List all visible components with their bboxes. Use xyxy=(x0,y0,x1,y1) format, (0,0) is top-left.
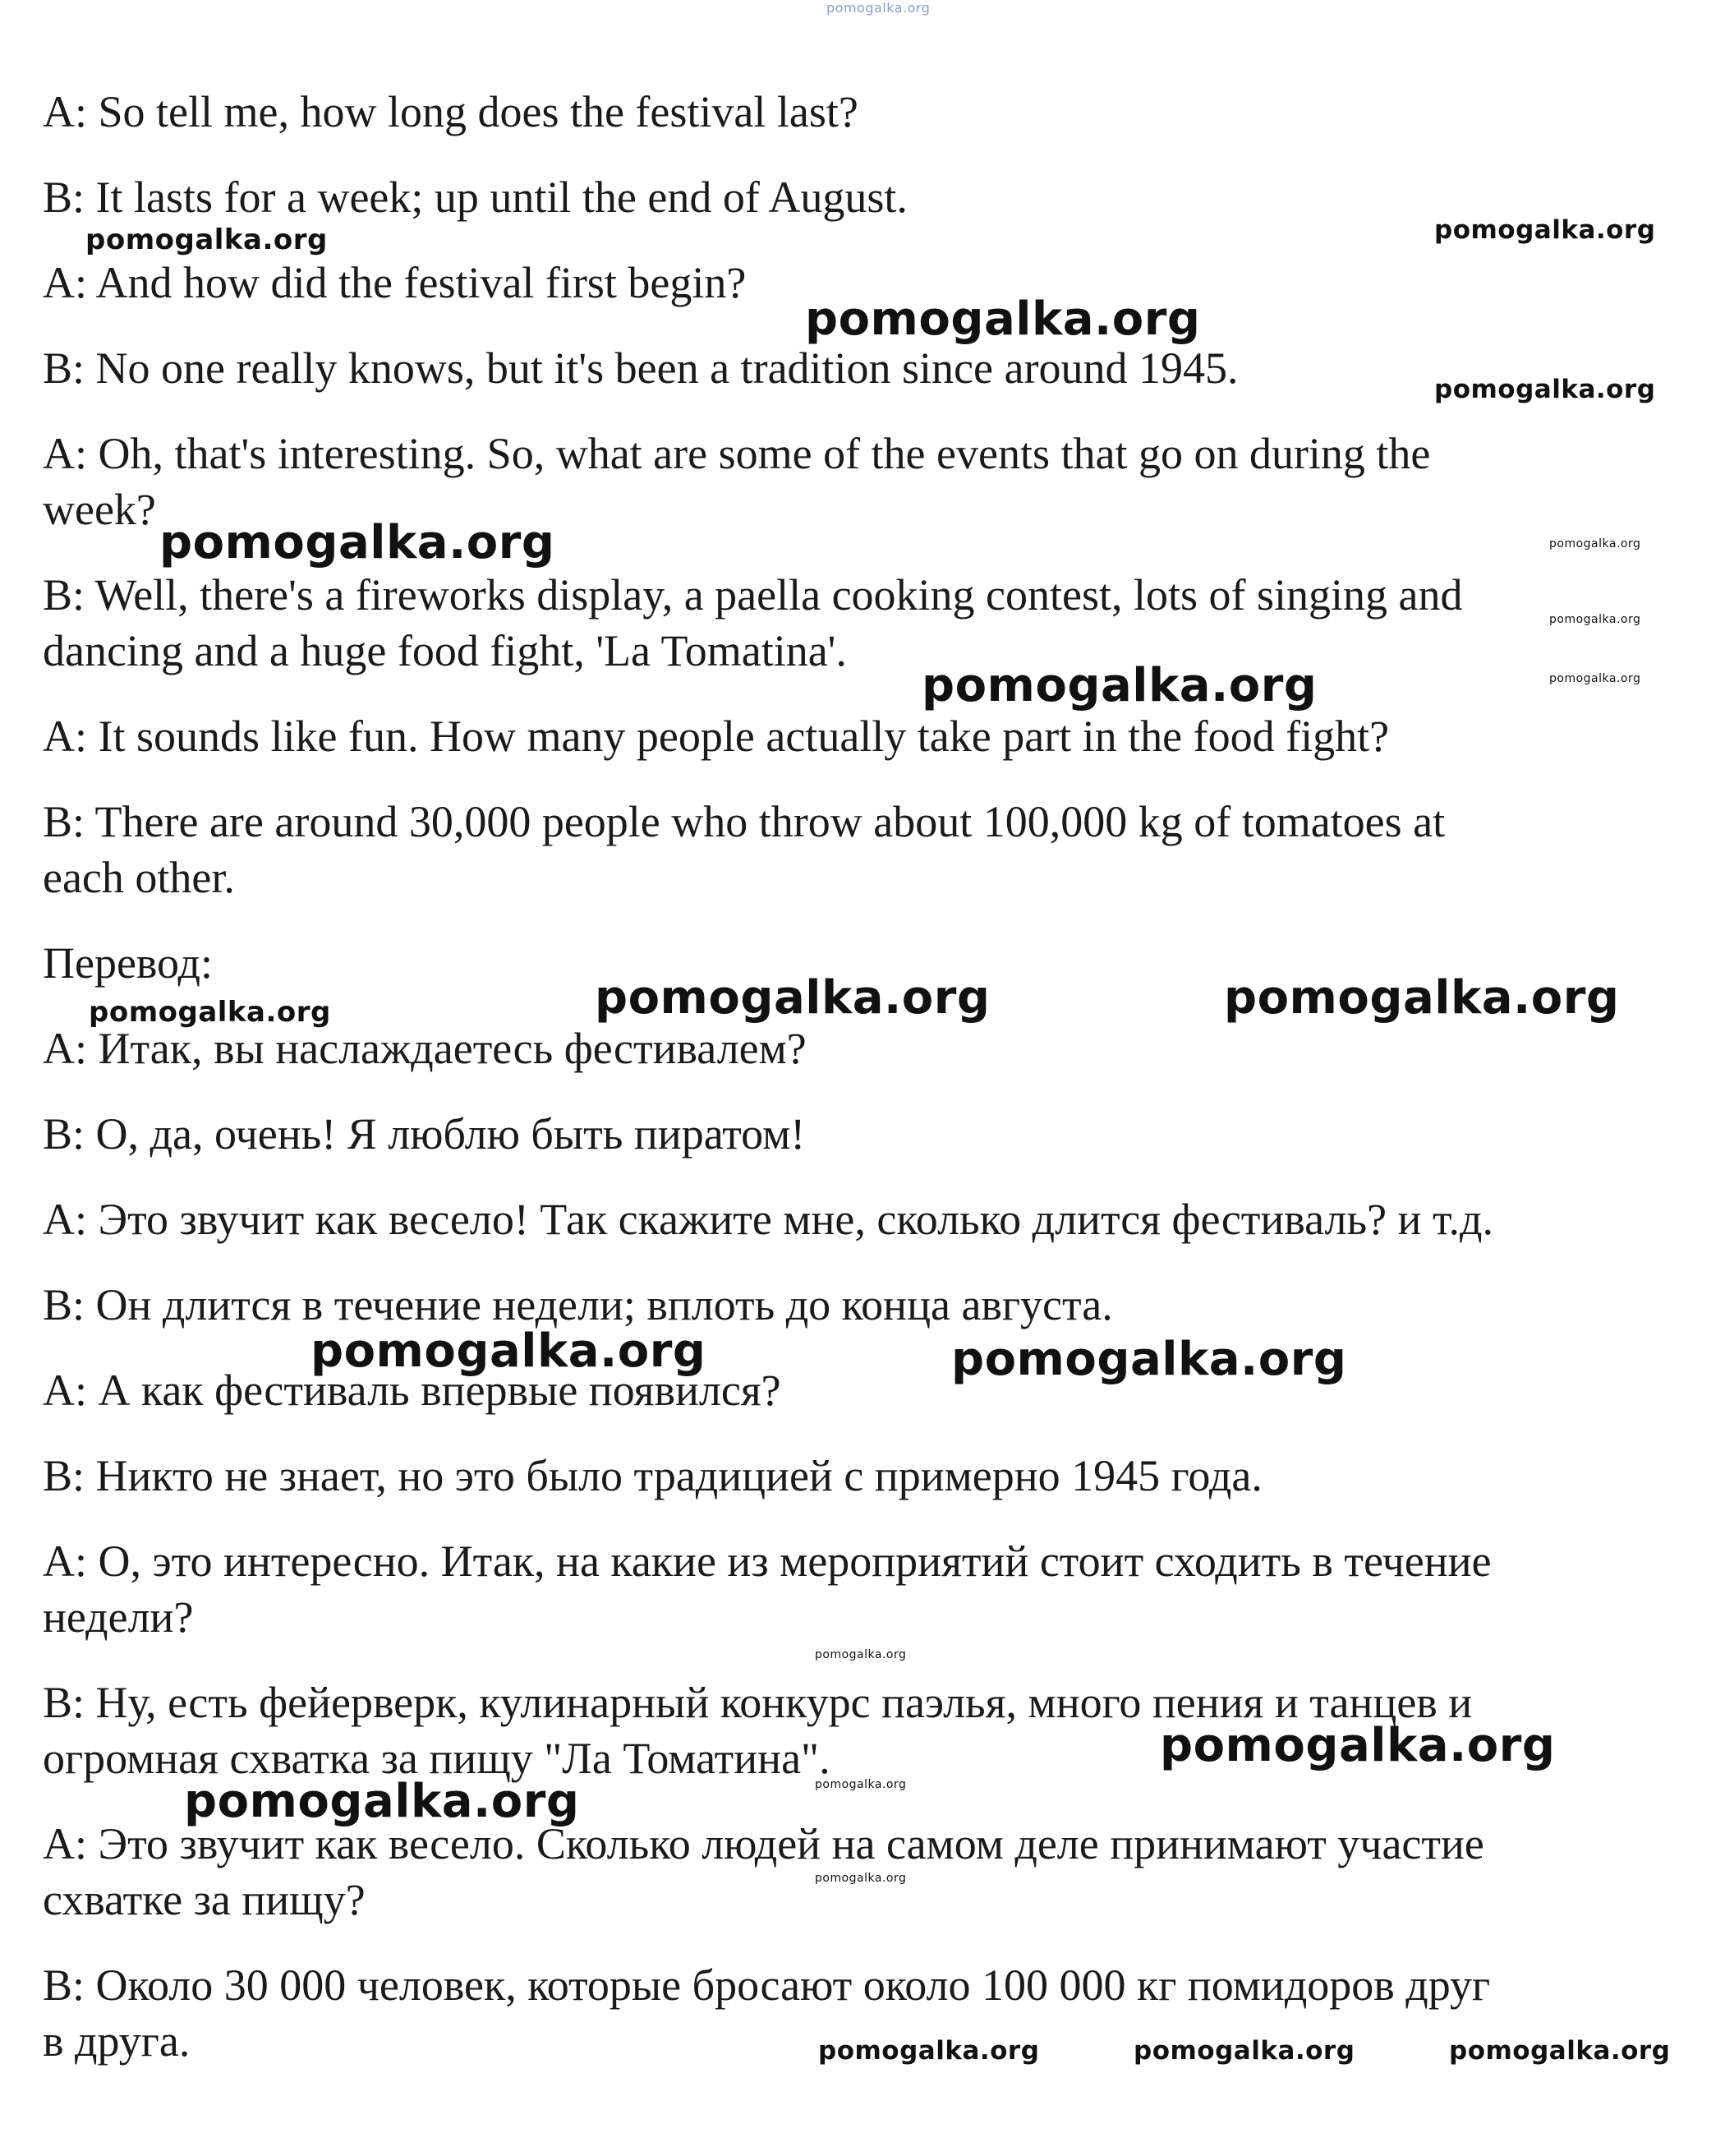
watermark: pomogalka.org xyxy=(1549,537,1641,551)
watermark: pomogalka.org xyxy=(818,2036,1040,2066)
watermark: pomogalka.org xyxy=(1224,971,1620,1025)
watermark: pomogalka.org xyxy=(595,971,991,1025)
ru-line-9a: А: Это звучит как весело. Сколько людей на самом деле принимают участие xyxy=(43,1819,1484,1868)
watermark: pomogalka.org xyxy=(922,659,1318,712)
ru-line-9b: схватке за пищу? xyxy=(43,1875,366,1924)
en-line-7: A: It sounds like fun. How many people actually take part in the food fight? xyxy=(43,712,1390,761)
ru-line-10b: в друга. xyxy=(43,2016,191,2066)
watermark: pomogalka.org xyxy=(1160,1719,1556,1772)
en-line-6b: dancing and a huge food fight, 'La Tomatina'. xyxy=(43,626,847,675)
en-line-3: A: And how did the festival first begin? xyxy=(43,258,747,307)
en-line-8a: B: There are around 30,000 people who throw about 100,000 kg of tomatoes at xyxy=(43,797,1446,846)
watermark: pomogalka.org xyxy=(1449,2036,1671,2066)
watermark: pomogalka.org xyxy=(1549,672,1641,685)
watermark: pomogalka.org xyxy=(1549,613,1641,626)
watermark: pomogalka.org xyxy=(815,1778,907,1791)
ru-line-8a: В: Ну, есть фейерверк, кулинарный конкурс паэлья, много пения и танцев и xyxy=(43,1678,1473,1727)
ru-line-1: А: Итак, вы наслаждаетесь фестивалем? xyxy=(43,1024,807,1073)
en-line-4: B: No one really knows, but it's been a tradition since around 1945. xyxy=(43,343,1239,393)
watermark: pomogalka.org xyxy=(1434,215,1656,245)
en-line-8b: each other. xyxy=(43,853,235,902)
watermark: pomogalka.org xyxy=(184,1775,580,1828)
watermark: pomogalka.org xyxy=(815,1872,907,1885)
ru-line-10a: В: Около 30 000 человек, которые бросают около 100 000 кг помидоров друг xyxy=(43,1960,1491,2010)
ru-line-7b: недели? xyxy=(43,1592,194,1642)
watermark: pomogalka.org xyxy=(159,516,555,569)
ru-line-4: В: Он длится в течение недели; вплоть до конца августа. xyxy=(43,1280,1113,1329)
en-line-1: A: So tell me, how long does the festival last? xyxy=(43,87,858,136)
watermark: pomogalka.org xyxy=(805,293,1201,346)
watermark: pomogalka.org xyxy=(1434,375,1656,404)
ru-line-5: А: А как фестиваль впервые появился? xyxy=(43,1366,781,1415)
en-line-6a: B: Well, there's a fireworks display, a paella cooking contest, lots of singing and xyxy=(43,570,1463,620)
ru-line-7a: А: О, это интересно. Итак, на какие из мероприятий стоит сходить в течение xyxy=(43,1536,1492,1586)
en-line-2: B: It lasts for a week; up until the end of August. xyxy=(43,173,908,222)
ru-line-8b: огромная схватка за пищу "Ла Томатина". xyxy=(43,1734,830,1783)
watermark: pomogalka.org xyxy=(951,1333,1347,1386)
en-line-5a: A: Oh, that's interesting. So, what are some of the events that go on during the xyxy=(43,429,1431,478)
ru-line-6: В: Никто не знает, но это было традицией с примерно 1945 года. xyxy=(43,1451,1263,1500)
watermark: pomogalka.org xyxy=(85,223,328,256)
watermark: pomogalka.org xyxy=(310,1324,706,1378)
watermark: pomogalka.org xyxy=(1134,2036,1355,2066)
en-line-5b: week? xyxy=(43,485,156,534)
watermark: pomogalka.org xyxy=(815,1648,907,1661)
ru-line-3: А: Это звучит как весело! Так скажите мне, сколько длится фестиваль? и т.д. xyxy=(43,1195,1493,1244)
translation-heading: Перевод: xyxy=(43,938,213,988)
ru-line-2: В: О, да, очень! Я люблю быть пиратом! xyxy=(43,1109,806,1159)
watermark: pomogalka.org xyxy=(89,996,331,1029)
header-site-mark: pomogalka.org xyxy=(826,0,931,16)
